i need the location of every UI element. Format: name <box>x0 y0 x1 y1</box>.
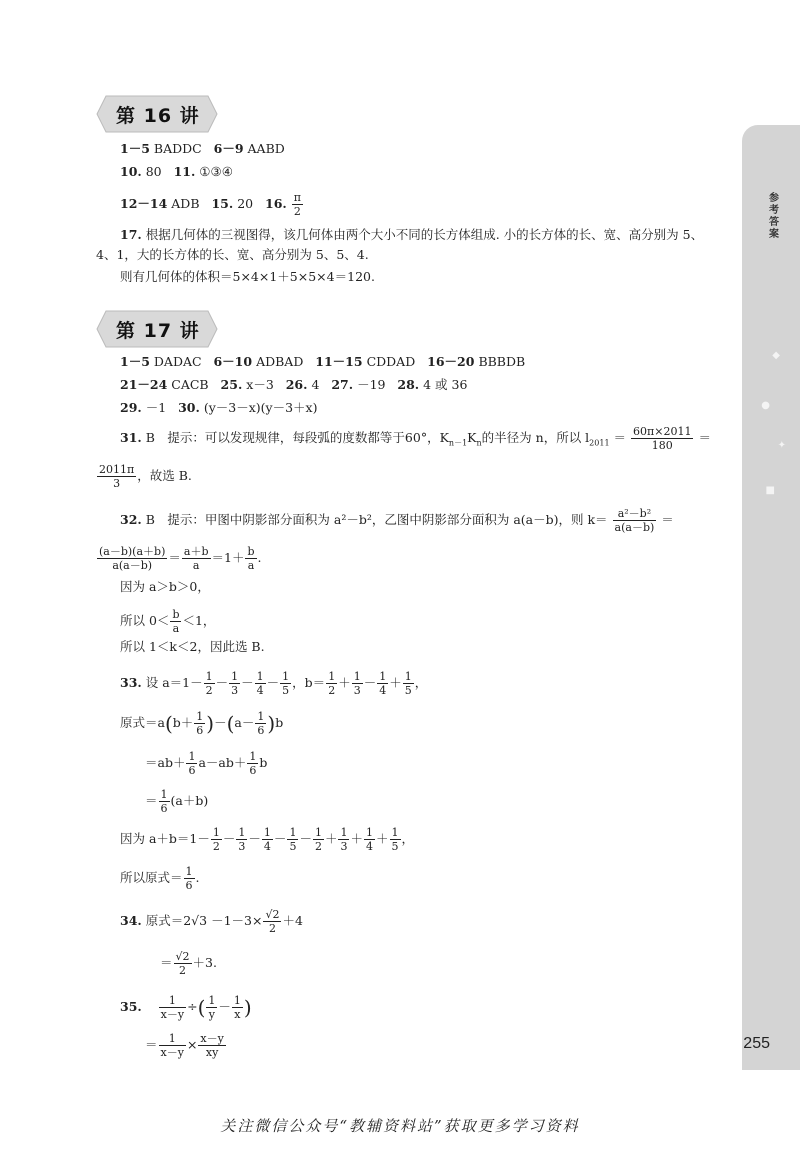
solution-31-line-1: 31. B 提示：可以发现规律，每段弧的度数都等于60°，$K_{n-1}K_n$的半径为 n，所以 $l_{2011}$ ＝ $\frac{60\pi\times 2011}{180}$ ＝ <box>120 425 711 452</box>
solution-34-line-2: ＝ $\frac{√2}{2}$ ＋3. <box>160 950 217 977</box>
decorative-dot: ● <box>761 400 770 411</box>
fraction: $\frac{1}{2}$ <box>205 670 213 697</box>
fraction: $\frac{1}{x}$ <box>233 994 241 1021</box>
decorative-dot: ✦ <box>777 440 786 451</box>
solution-35-line-1: 35. $\frac{1}{x-y}$ ÷( $\frac{1}{y}$ － $\frac{1}{x}$ ) <box>120 994 252 1021</box>
answer-line: 1－5 DADAC 6－10 ADBAD 11－15 CDDAD 16－20 BBBDB <box>120 354 526 369</box>
fraction: $\frac{\text{a²－b²}}{a(a-b)}$ <box>614 507 655 534</box>
fraction: $\frac{1}{3}$ <box>231 670 239 697</box>
answer-line: 10. 80 11. ①③④ <box>120 164 233 179</box>
solution-31-line-2: $\frac{2011\pi}{3}$ ，故选 B. <box>99 463 192 490</box>
fraction: $\frac{√2}{2}$ <box>175 950 190 977</box>
solution-33-line-1: 33. 设 a＝1－ $\frac{1}{2}$ － $\frac{1}{3}$ － $\frac{1}{4}$ － $\frac{1}{5}$ ，b＝ $\frac{1}{2}$ ＋ $\frac{1}{3}$ － $\frac{1}{4}$ ＋ $\frac{1}{5}$ ， <box>120 670 428 697</box>
fraction: $\frac{\pi}{2}$ <box>293 191 301 218</box>
fraction: $\frac{b}{a}$ <box>247 545 255 572</box>
solution-32-line-1: 32. B 提示：甲图中阴影部分面积为 a²－b²，乙图中阴影部分面积为 a(a－b)，则 k＝ $\frac{\text{a²－b²}}{a(a-b)}$ ＝ <box>120 507 674 534</box>
fraction: $\frac{1}{5}$ <box>289 826 297 853</box>
lecture-17-title: 第 17 讲 <box>116 320 200 342</box>
answer-line: 29. －1 30. (y－3－x)(y－3＋x) <box>120 400 318 415</box>
fraction: $\frac{1}{6}$ <box>249 750 257 777</box>
solution-33-line-4: ＝ $\frac{1}{6}$ (a＋b) <box>145 788 209 815</box>
fraction: $\frac{1}{4}$ <box>256 670 264 697</box>
fraction: $\frac{x-y}{xy}$ <box>200 1032 224 1059</box>
fraction: $\frac{1}{2}$ <box>328 670 336 697</box>
answer-line: 21－24 CACB 25. x－3 26. 4 27. －19 28. 4 或 36 <box>120 377 468 392</box>
fraction: $\frac{1}{3}$ <box>340 826 348 853</box>
lecture-16-header <box>96 95 218 133</box>
fraction: $\frac{1}{6}$ <box>257 710 265 737</box>
answer-line: 1－5 BADDC 6－9 AABD <box>120 141 285 156</box>
fraction: $\frac{1}{x-y}$ <box>160 994 185 1021</box>
solution-33-line-6: 所以原式＝ $\frac{1}{6}$ . <box>120 865 200 892</box>
fraction: $\frac{1}{6}$ <box>185 865 193 892</box>
side-tab <box>742 125 800 1070</box>
fraction: $\frac{1}{6}$ <box>188 750 196 777</box>
fraction: $\frac{a+b}{a}$ <box>183 545 209 572</box>
fraction: $\frac{60\pi\times 2011}{180}$ <box>633 425 692 452</box>
fraction: $\frac{1}{5}$ <box>391 826 399 853</box>
fraction: $\frac{1}{6}$ <box>196 710 204 737</box>
solution-33-line-5: 因为 a＋b＝1－ $\frac{1}{2}$ － $\frac{1}{3}$ － $\frac{1}{4}$ － $\frac{1}{5}$ － $\frac{1}{2}$ ＋ $\frac{1}{3}$ ＋ $\frac{1}{4}$ ＋ $\frac{1}{5}$ ， <box>120 826 415 853</box>
lecture-16-title: 第 16 讲 <box>116 105 200 127</box>
fraction: $\frac{√2}{2}$ <box>265 908 280 935</box>
lecture-17-header <box>96 310 218 348</box>
fraction: $\frac{1}{2}$ <box>212 826 220 853</box>
solution-32-line-2: $\frac{(a-b)(a+b)}{a(a-b)}$ ＝ $\frac{a+b}{a}$ ＝1＋ $\frac{b}{a}$ . <box>99 545 262 572</box>
fraction: $\frac{b}{a}$ <box>172 608 180 635</box>
fraction: $\frac{1}{4}$ <box>365 826 373 853</box>
solution-35-line-2: ＝ $\frac{1}{x-y}$ × $\frac{x-y}{xy}$ <box>145 1032 224 1059</box>
footer-watermark: 关注微信公众号“教辅资料站”获取更多学习资料 <box>220 1117 580 1135</box>
fraction: $\frac{1}{4}$ <box>263 826 271 853</box>
solution-32-line-3: 因为 a＞b＞0， <box>120 579 210 594</box>
fraction: $\frac{1}{3}$ <box>238 826 246 853</box>
fraction: $\frac{1}{y}$ <box>208 994 216 1021</box>
solution-33-line-2: 原式＝a(b＋ $\frac{1}{6}$ )－(a－ $\frac{1}{6}$ )b <box>120 710 284 737</box>
fraction: $\frac{1}{5}$ <box>404 670 412 697</box>
fraction: $\frac{1}{5}$ <box>282 670 290 697</box>
solution-32-line-4: 所以 0＜ $\frac{b}{a}$ ＜1， <box>120 608 216 635</box>
side-tab-label: 参考答案 <box>769 193 779 240</box>
solution-17-line-1: 17. 根据几何体的三视图得，该几何体由两个大小不同的长方体组成. 小的长方体的长、宽、高分别为 5、 <box>120 227 704 242</box>
fraction: $\frac{1}{3}$ <box>353 670 361 697</box>
fraction: $\frac{(a-b)(a+b)}{a(a-b)}$ <box>99 545 166 572</box>
decorative-dot: ■ <box>765 485 775 496</box>
solution-32-line-5: 所以 1＜k＜2，因此选 B. <box>120 639 265 654</box>
fraction: $\frac{1}{x-y}$ <box>160 1032 184 1059</box>
solution-17-line-3: 则有几何体的体积＝5×4×1＋5×5×4＝120. <box>120 269 375 284</box>
solution-17-line-2: 4、1，大的长方体的长、宽、高分别为 5、5、4. <box>96 247 369 262</box>
page-number: 255 <box>743 1035 770 1052</box>
solution-34-line-1: 34. 原式＝2√3 －1－3× $\frac{√2}{2}$ ＋4 <box>120 908 303 935</box>
fraction: $\frac{2011\pi}{3}$ <box>99 463 135 490</box>
solution-33-line-3: ＝ab＋ $\frac{1}{6}$ a－ab＋ $\frac{1}{6}$ b <box>145 750 268 777</box>
fraction: $\frac{1}{4}$ <box>379 670 387 697</box>
fraction: $\frac{1}{6}$ <box>160 788 168 815</box>
decorative-dot: ◆ <box>772 350 780 361</box>
fraction: $\frac{1}{2}$ <box>314 826 322 853</box>
answer-line: 12－14 ADB 15. 20 16. $\frac{\pi}{2}$ <box>120 191 301 218</box>
